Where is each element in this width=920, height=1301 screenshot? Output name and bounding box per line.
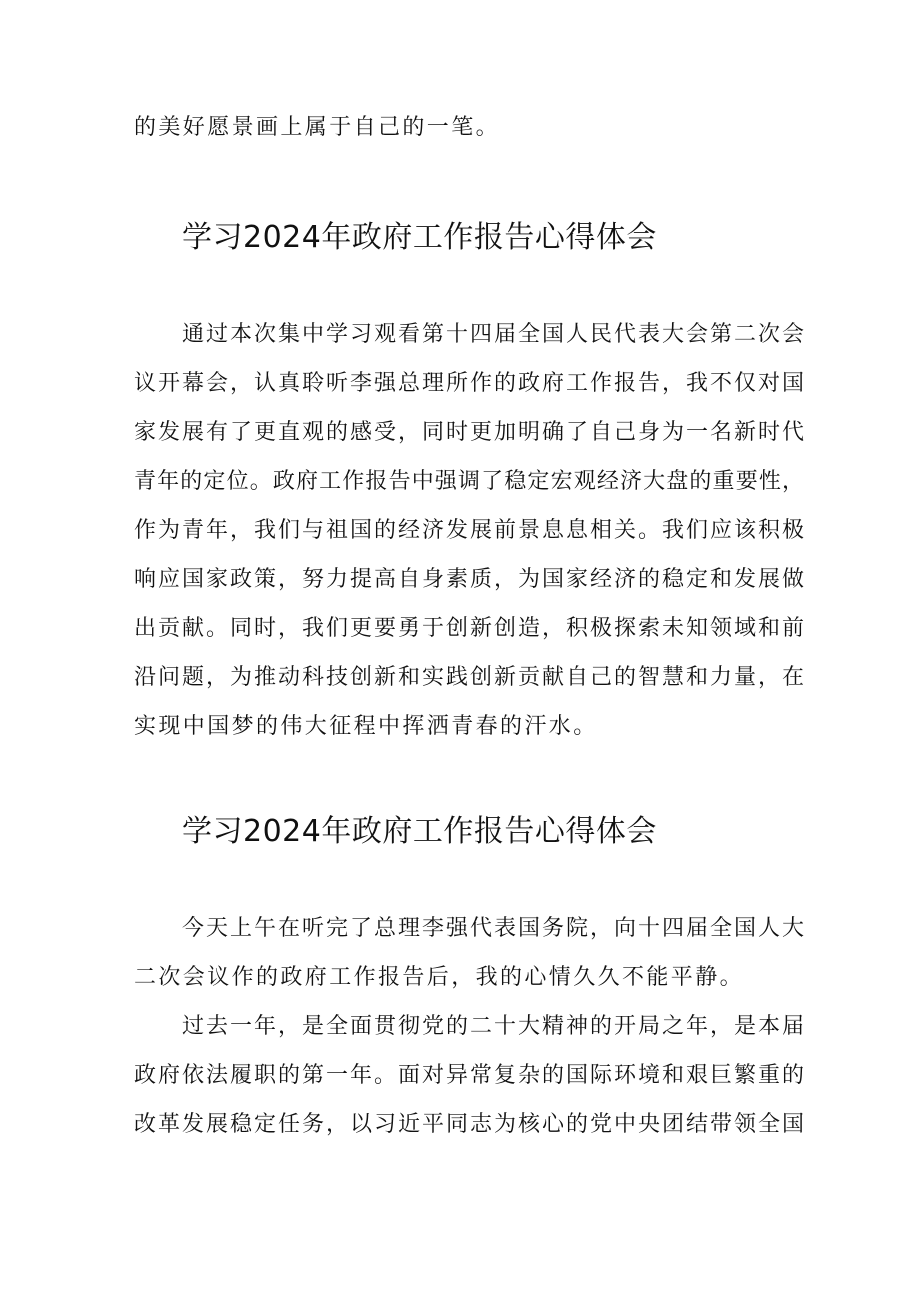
body-line: 过去一年，是全面贯彻党的二十大精神的开局之年，是本届 bbox=[182, 1014, 804, 1039]
body-line: 二次会议作的政府工作报告后，我的心情久久不能平静。 bbox=[134, 965, 745, 990]
body-line: 青年的定位。政府工作报告中强调了稳定宏观经济大盘的重要性， bbox=[134, 469, 804, 494]
paragraph-continuation: 的美好愿景画上属于自己的一笔。 bbox=[134, 115, 501, 140]
body-line: 家发展有了更直观的感受，同时更加明确了自己身为一名新时代 bbox=[134, 420, 804, 445]
body-line: 沿问题，为推动科技创新和实践创新贡献自己的智慧和力量，在 bbox=[134, 665, 804, 690]
body-line: 作为青年，我们与祖国的经济发展前景息息相关。我们应该积极 bbox=[134, 518, 804, 543]
body-line: 出贡献。同时，我们更要勇于创新创造，积极探索未知领域和前 bbox=[134, 616, 804, 641]
body-line: 政府依法履职的第一年。面对异常复杂的国际环境和艰巨繁重的 bbox=[134, 1063, 804, 1088]
section-heading: 学习2024年政府工作报告心得体会 bbox=[182, 814, 657, 849]
body-line: 通过本次集中学习观看第十四届全国人民代表大会第二次会 bbox=[182, 322, 804, 347]
body-line: 响应国家政策，努力提高自身素质，为国家经济的稳定和发展做 bbox=[134, 567, 804, 592]
body-line: 议开幕会，认真聆听李强总理所作的政府工作报告，我不仅对国 bbox=[134, 371, 804, 396]
body-line: 今天上午在听完了总理李强代表国务院，向十四届全国人大 bbox=[182, 916, 804, 941]
section-heading: 学习2024年政府工作报告心得体会 bbox=[182, 220, 657, 255]
body-line: 实现中国梦的伟大征程中挥洒青春的汗水。 bbox=[134, 714, 598, 739]
body-line: 改革发展稳定任务，以习近平同志为核心的党中央团结带领全国 bbox=[134, 1112, 804, 1137]
